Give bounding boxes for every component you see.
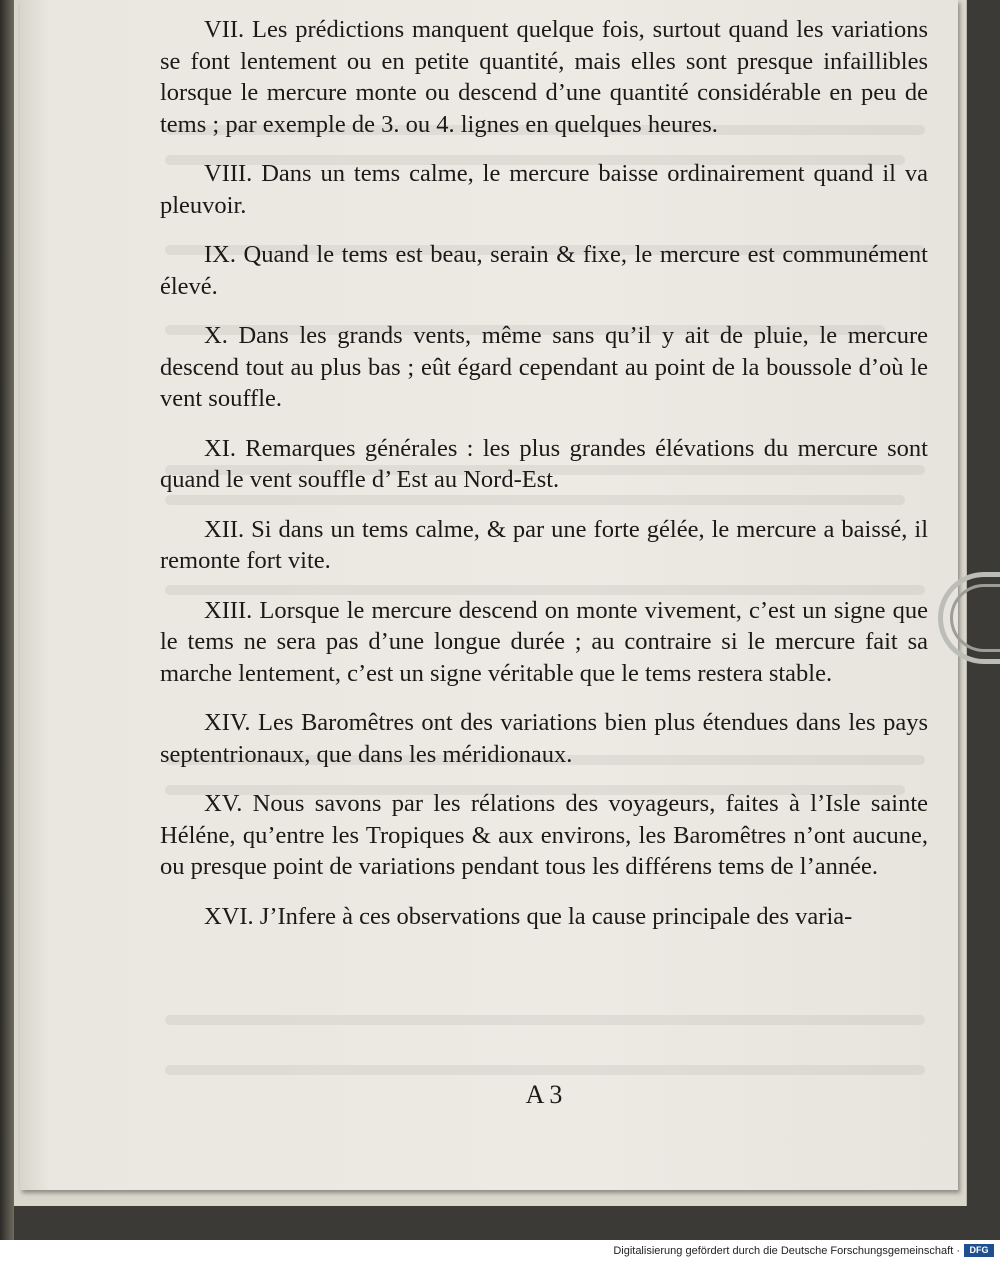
paragraph-xvi: XVI. J’Infere à ces observations que la cause principale des varia- (204, 902, 853, 930)
paragraph-ix: IX. Quand le tems est beau, serain & fixe, le mercure est communément élevé. (160, 241, 928, 300)
book-cover-edge (0, 0, 14, 1240)
paragraph-xii: XII. Si dans un tems calme, & par une forte gélée, le mercure a baissé, il remonte fort vite. (160, 515, 928, 574)
signature-mark: A 3 (525, 1080, 563, 1109)
paragraph-xi: XI. Remarques générales : les plus grandes élévations du mercure sont quand le vent souffle d’ Est au Nord-Est. (160, 434, 928, 493)
paragraph-vii: VII. Les prédictions manquent quelque fois, surtout quand les variations se font lentement ou en petite quantité, mais elles sont presque infaillibles lorsque le mercure monte ou descend d’une quantité considérable en peu de tems ; par exemple de 3. ou 4. lignes en quelques heures. (160, 16, 928, 138)
paragraph-x: X. Dans les grands vents, même sans qu’il y ait de pluie, le mercure descend tout au plus bas ; eût égard cependant au point de la boussole d’où le vent souffle. (160, 322, 928, 412)
page-text (160, 14, 928, 950)
dfg-logo-icon: DFG (964, 1244, 994, 1257)
paragraph-xiii: XIII. Lorsque le mercure descend on monte vivement, c’est un signe que le tems ne sera pas d’une longue durée ; au contraire si le mercure fait sa marche lentement, c’est un signe véritable que le tems restera stable. (160, 596, 928, 687)
funding-credit: Digitalisierung gefördert durch die Deutsche Forschungsgemeinschaft · (613, 1245, 960, 1257)
paragraph-viii: VIII. Dans un tems calme, le mercure baisse ordinairement quand il va pleuvoir. (160, 160, 928, 219)
paragraph-xv: XV. Nous savons par les rélations des voyageurs, faites à l’Isle sainte Héléne, qu’entre les Tropiques & aux environs, les Baromêtres n’ont aucune, ou presque point de variations pendant tous les différens tems de l’année. (160, 790, 928, 880)
book-page (20, 0, 958, 1190)
paragraph-xiv: XIV. Les Baromêtres ont des variations bien plus étendues dans les pays septentrionaux, que dans les méridionaux. (160, 709, 928, 768)
